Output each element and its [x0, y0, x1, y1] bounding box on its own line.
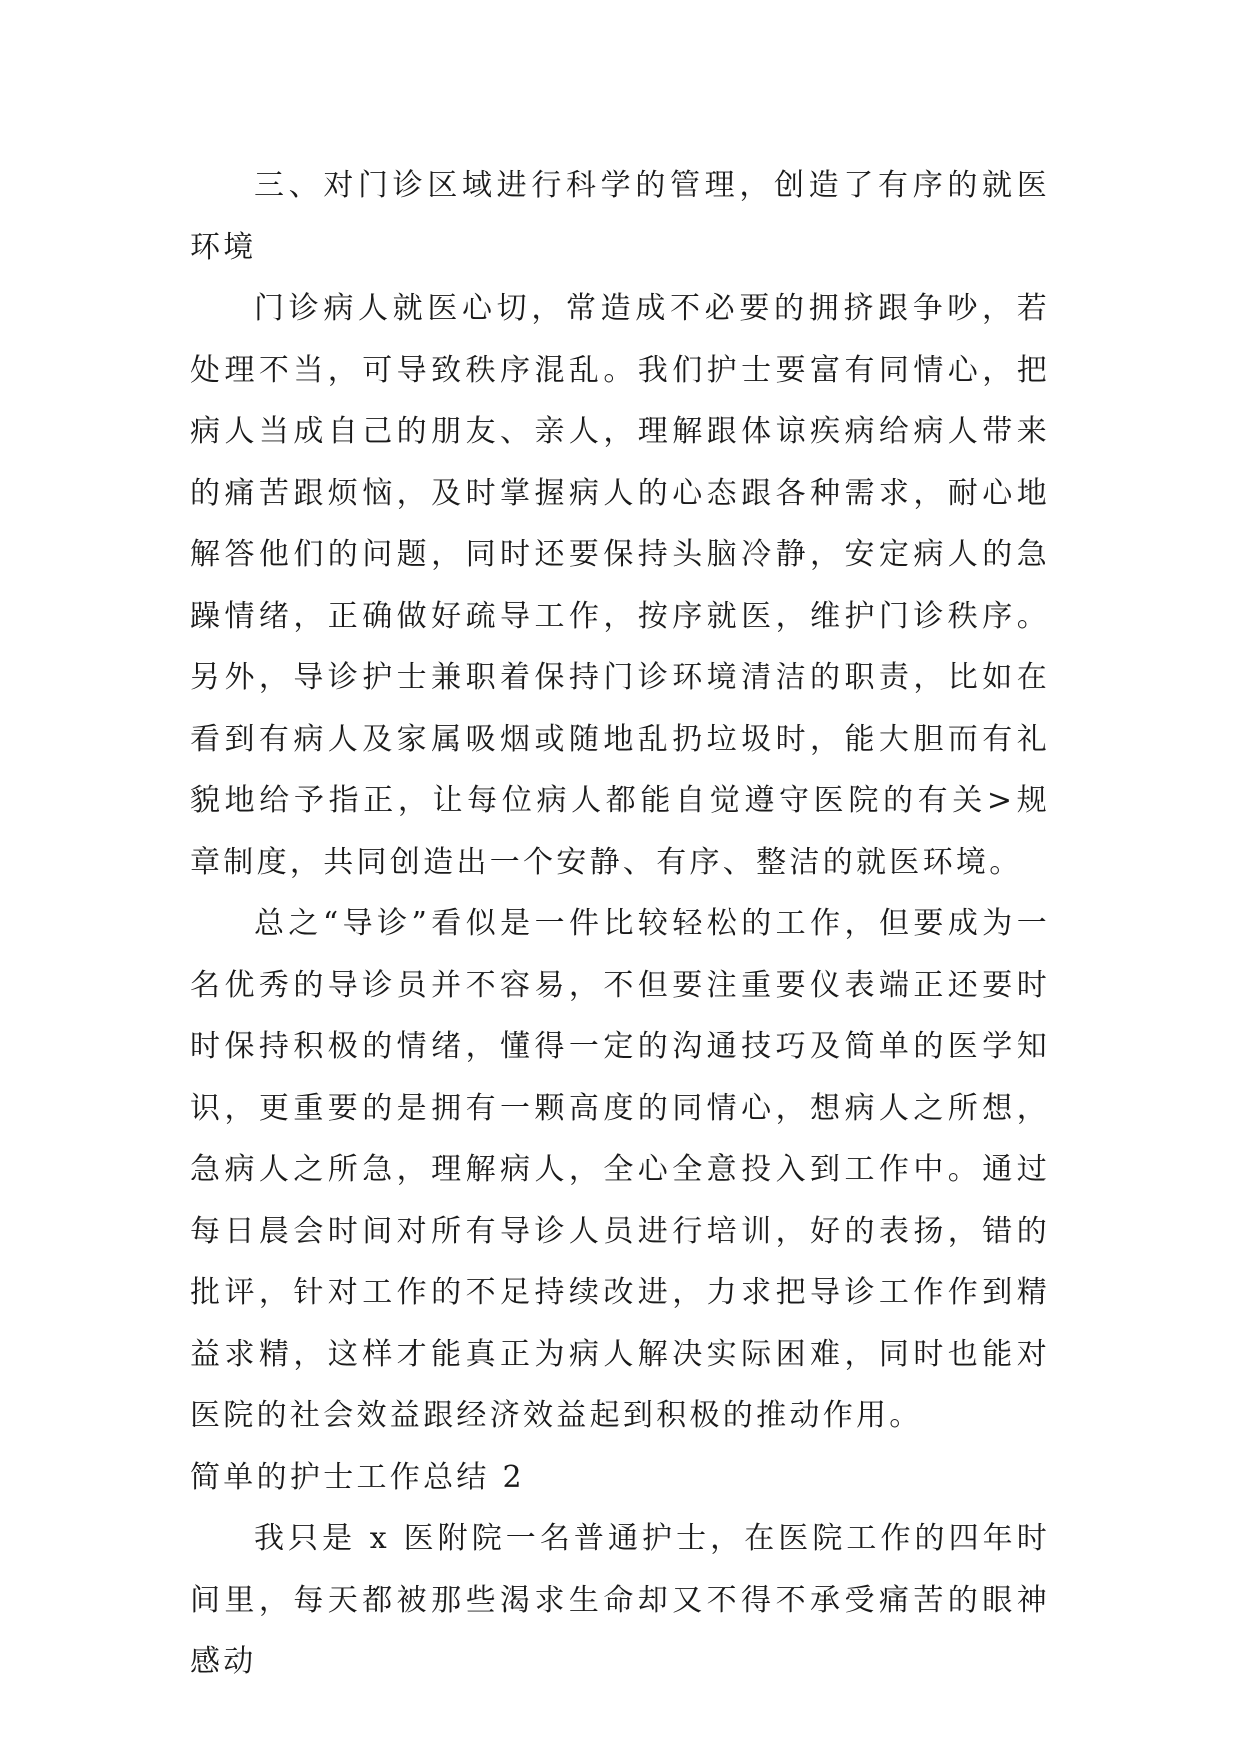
body-paragraph: 门诊病人就医心切，常造成不必要的拥挤跟争吵，若处理不当，可导致秩序混乱。我们护士要富有同情心，把病人当成自己的朋友、亲人，理解跟体谅疾病给病人带来的痛苦跟烦恼，及时掌握病人的心态跟各种需求，耐心地解答他们的问题，同时还要保持头脑冷静，安定病人的急躁情绪，正确做好疏导工作，按序就医，维护门诊秩序。另外，导诊护士兼职着保持门诊环境清洁的职责，比如在看到有病人及家属吸烟或随地乱扔垃圾时，能大胆而有礼貌地给予指正，让每位病人都能自觉遵守医院的有关>规章制度，共同创造出一个安静、有序、整洁的就医环境。	[190, 291, 1050, 880]
document-body	[190, 155, 1050, 1693]
body-paragraph: 我只是 x 医附院一名普通护士，在医院工作的四年时间里，每天都被那些渴求生命却又不得不承受痛苦的眼神感动	[190, 1521, 1050, 1679]
section-title: 简单的护士工作总结 2	[190, 1459, 525, 1495]
body-paragraph: 总之“导诊”看似是一件比较轻松的工作，但要成为一名优秀的导诊员并不容易，不但要注重要仪表端正还要时时保持积极的情绪，懂得一定的沟通技巧及简单的医学知识，更重要的是拥有一颗高度的同情心，想病人之所想，急病人之所急，理解病人，全心全意投入到工作中。通过每日晨会时间对所有导诊人员进行培训，好的表扬，错的批评，针对工作的不足持续改进，力求把导诊工作作到精益求精，这样才能真正为病人解决实际困难，同时也能对医院的社会效益跟经济效益起到积极的推动作用。	[190, 906, 1050, 1433]
section-heading: 三、对门诊区域进行科学的管理，创造了有序的就医环境	[190, 168, 1050, 265]
